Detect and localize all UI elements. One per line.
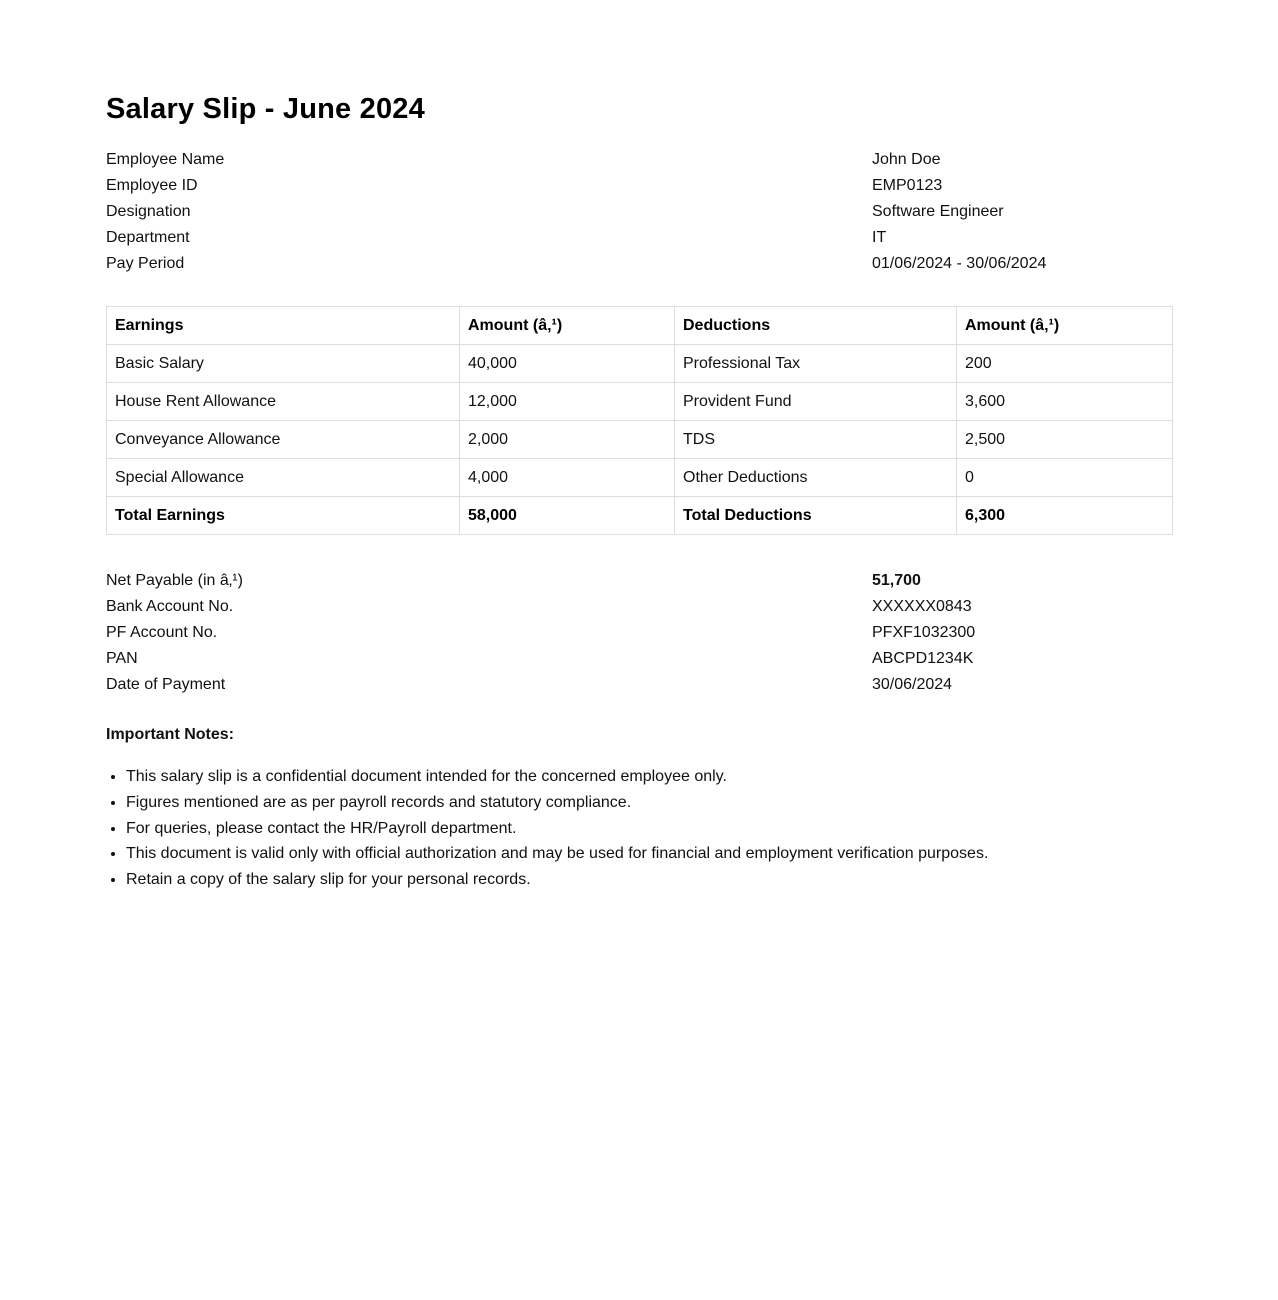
employee-name-row	[106, 149, 1172, 175]
deduction-amount: 3,600	[957, 383, 1173, 421]
pay-period-label: Pay Period	[106, 255, 185, 272]
payment-date-row	[106, 674, 1172, 700]
deduction-item: Professional Tax	[675, 345, 957, 383]
net-payable-row	[106, 570, 1172, 596]
table-row	[107, 383, 1173, 421]
pan-value: ABCPD1234K	[872, 650, 974, 667]
list-item: • Retain a copy of the salary slip for your personal records.	[126, 869, 1172, 895]
deduction-amount: 0	[957, 459, 1173, 497]
list-item: • For queries, please contact the HR/Payroll department.	[126, 818, 1172, 844]
table-row	[107, 459, 1173, 497]
pf-account-label: PF Account No.	[106, 624, 218, 641]
total-earnings-label: Total Earnings	[107, 497, 460, 535]
total-deductions-value: 6,300	[957, 497, 1173, 535]
table-row	[107, 421, 1173, 459]
totals-row	[107, 497, 1173, 535]
earning-item: Conveyance Allowance	[107, 421, 460, 459]
earning-amount: 2,000	[460, 421, 675, 459]
employee-name-label: Employee Name	[106, 151, 225, 168]
deduction-amount: 2,500	[957, 421, 1173, 459]
deduction-amount: 200	[957, 345, 1173, 383]
deduction-item: TDS	[675, 421, 957, 459]
total-deductions-label: Total Deductions	[675, 497, 957, 535]
earning-item: House Rent Allowance	[107, 383, 460, 421]
deductions-header: Deductions	[675, 307, 957, 345]
deduction-item: Other Deductions	[675, 459, 957, 497]
earning-item: Special Allowance	[107, 459, 460, 497]
pay-period-row	[106, 253, 1172, 279]
earnings-header: Earnings	[107, 307, 460, 345]
designation-value: Software Engineer	[872, 203, 1004, 220]
net-payable-value: 51,700	[872, 572, 921, 589]
payment-details	[106, 570, 1172, 700]
list-item: • This document is valid only with official authorization and may be used for financial and employment verification purposes.	[126, 843, 1172, 869]
pan-row	[106, 648, 1172, 674]
department-label: Department	[106, 229, 190, 246]
earning-item: Basic Salary	[107, 345, 460, 383]
earning-amount: 4,000	[460, 459, 675, 497]
earnings-deductions-table	[106, 306, 1173, 535]
earning-amount: 40,000	[460, 345, 675, 383]
bank-account-label: Bank Account No.	[106, 598, 234, 615]
table-header-row	[107, 307, 1173, 345]
net-payable-label: Net Payable (in â‚¹)	[106, 572, 243, 589]
pf-account-value: PFXF1032300	[872, 624, 976, 641]
pay-period-value: 01/06/2024 - 30/06/2024	[872, 255, 1047, 272]
department-value: IT	[872, 229, 887, 246]
table-row	[107, 345, 1173, 383]
total-earnings-value: 58,000	[460, 497, 675, 535]
page-title: Salary Slip - June 2024	[106, 93, 425, 125]
designation-label: Designation	[106, 203, 191, 220]
pf-account-row	[106, 622, 1172, 648]
deduction-item: Provident Fund	[675, 383, 957, 421]
list-item: • Figures mentioned are as per payroll records and statutory compliance.	[126, 792, 1172, 818]
deductions-amount-header: Amount (â‚¹)	[957, 307, 1173, 345]
payment-date-value: 30/06/2024	[872, 676, 953, 693]
employee-id-label: Employee ID	[106, 177, 198, 194]
employee-id-value: EMP0123	[872, 177, 943, 194]
employee-id-row	[106, 175, 1172, 201]
pan-label: PAN	[106, 650, 138, 667]
employee-name-value: John Doe	[872, 151, 941, 168]
department-row	[106, 227, 1172, 253]
list-item: • This salary slip is a confidential document intended for the concerned employee only.	[126, 766, 1172, 792]
bank-account-row	[106, 596, 1172, 622]
designation-row	[106, 201, 1172, 227]
notes-list	[106, 766, 1172, 895]
payment-date-label: Date of Payment	[106, 676, 226, 693]
earning-amount: 12,000	[460, 383, 675, 421]
notes-title: Important Notes:	[106, 726, 234, 743]
employee-details	[106, 149, 1172, 279]
bank-account-value: XXXXXX0843	[872, 598, 972, 615]
earnings-amount-header: Amount (â‚¹)	[460, 307, 675, 345]
